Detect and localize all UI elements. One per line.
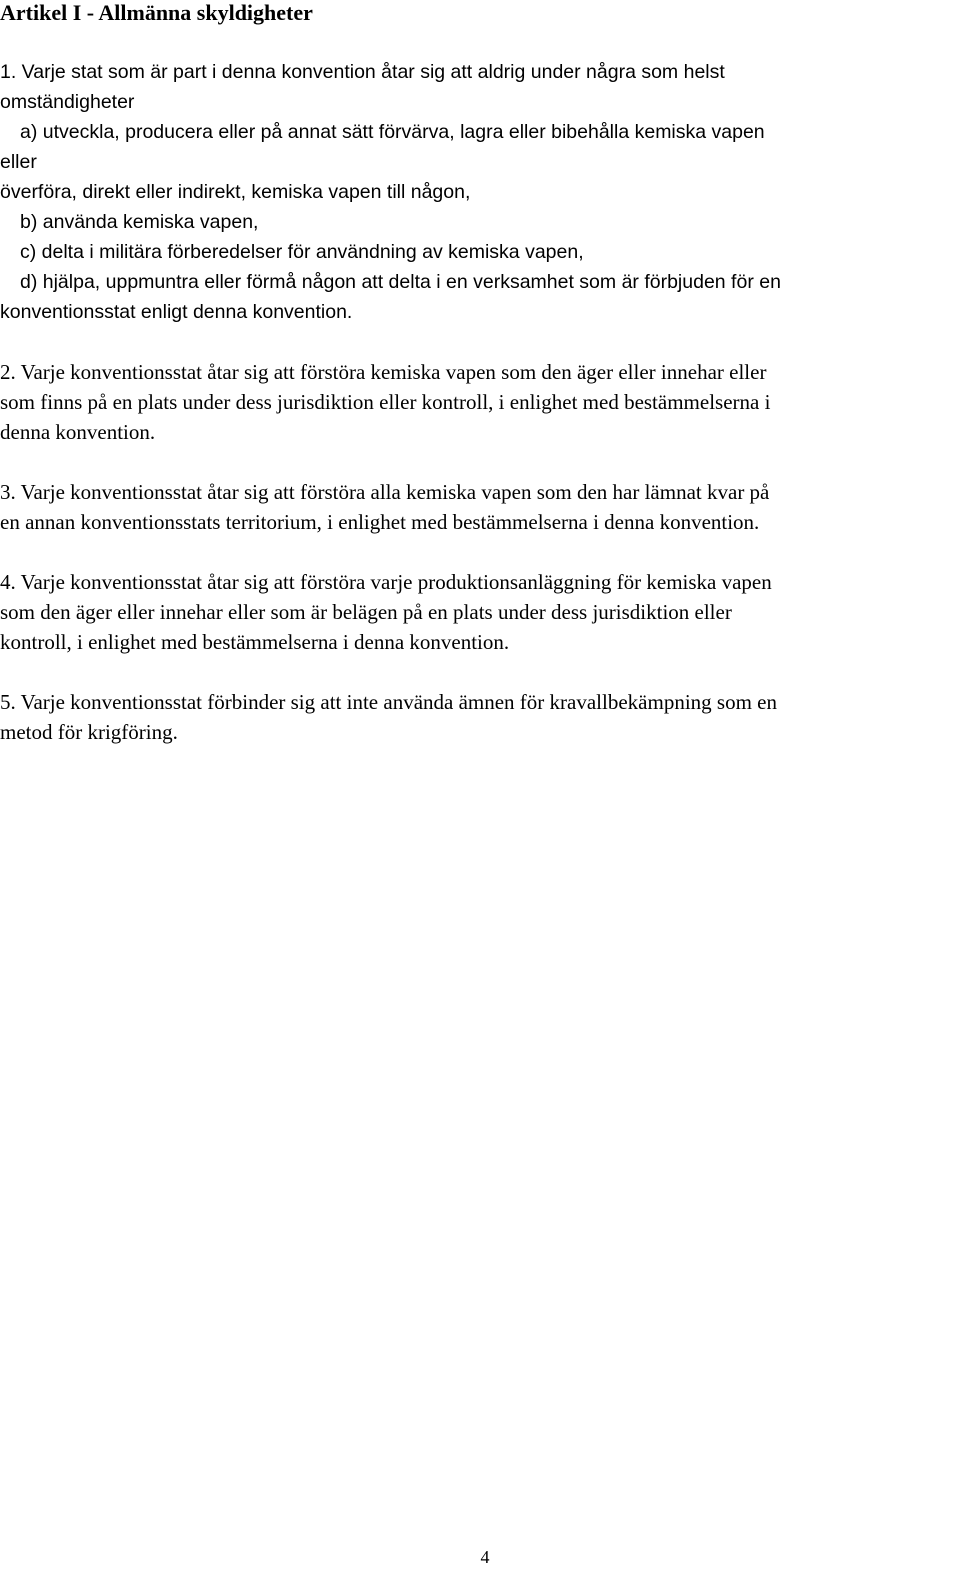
paragraph-1-item-b: b) använda kemiska vapen, [20,211,259,233]
paragraph-4-line-1: 4. Varje konventionsstat åtar sig att förstöra varje produktionsanläggning för kemiska vapen [0,570,772,594]
paragraph-1-line-1: 1. Varje stat som är part i denna konvention åtar sig att aldrig under några som helst [0,61,725,83]
paragraph-2-line-3: denna konvention. [0,420,156,444]
paragraph-1-item-d: d) hjälpa, uppmuntra eller förmå någon att delta i en verksamhet som är förbjuden för en [20,271,781,293]
paragraph-5-line-2: metod för krigföring. [0,720,178,744]
paragraph-3-line-2: en annan konventionsstats territorium, i enlighet med bestämmelserna i denna konvention. [0,510,760,534]
paragraph-2-line-2: som finns på en plats under dess jurisdiktion eller kontroll, i enlighet med bestämmelserna i [0,390,771,414]
paragraph-1-line-9: konventionsstat enligt denna konvention. [0,301,353,323]
paragraph-5-line-1: 5. Varje konventionsstat förbinder sig att inte använda ämnen för kravallbekämpning som en [0,690,777,714]
paragraph-1-line-4: eller [0,151,37,173]
page-number: 4 [480,1547,490,1567]
paragraph-4-line-3: kontroll, i enlighet med bestämmelserna i denna konvention. [0,630,510,654]
article-heading: Artikel I - Allmänna skyldigheter [0,0,313,25]
paragraph-1-item-a: a) utveckla, producera eller på annat sätt förvärva, lagra eller bibehålla kemiska vapen [20,121,765,143]
paragraph-1-line-2: omständigheter [0,91,135,113]
paragraph-1-item-c: c) delta i militära förberedelser för användning av kemiska vapen, [20,241,584,263]
paragraph-4-line-2: som den äger eller innehar eller som är belägen på en plats under dess jurisdiktion eller [0,600,732,624]
paragraph-3-line-1: 3. Varje konventionsstat åtar sig att förstöra alla kemiska vapen som den har lämnat kvar på [0,480,770,504]
paragraph-2-line-1: 2. Varje konventionsstat åtar sig att förstöra kemiska vapen som den äger eller innehar eller [0,360,767,384]
paragraph-1-line-5: överföra, direkt eller indirekt, kemiska vapen till någon, [0,181,471,203]
